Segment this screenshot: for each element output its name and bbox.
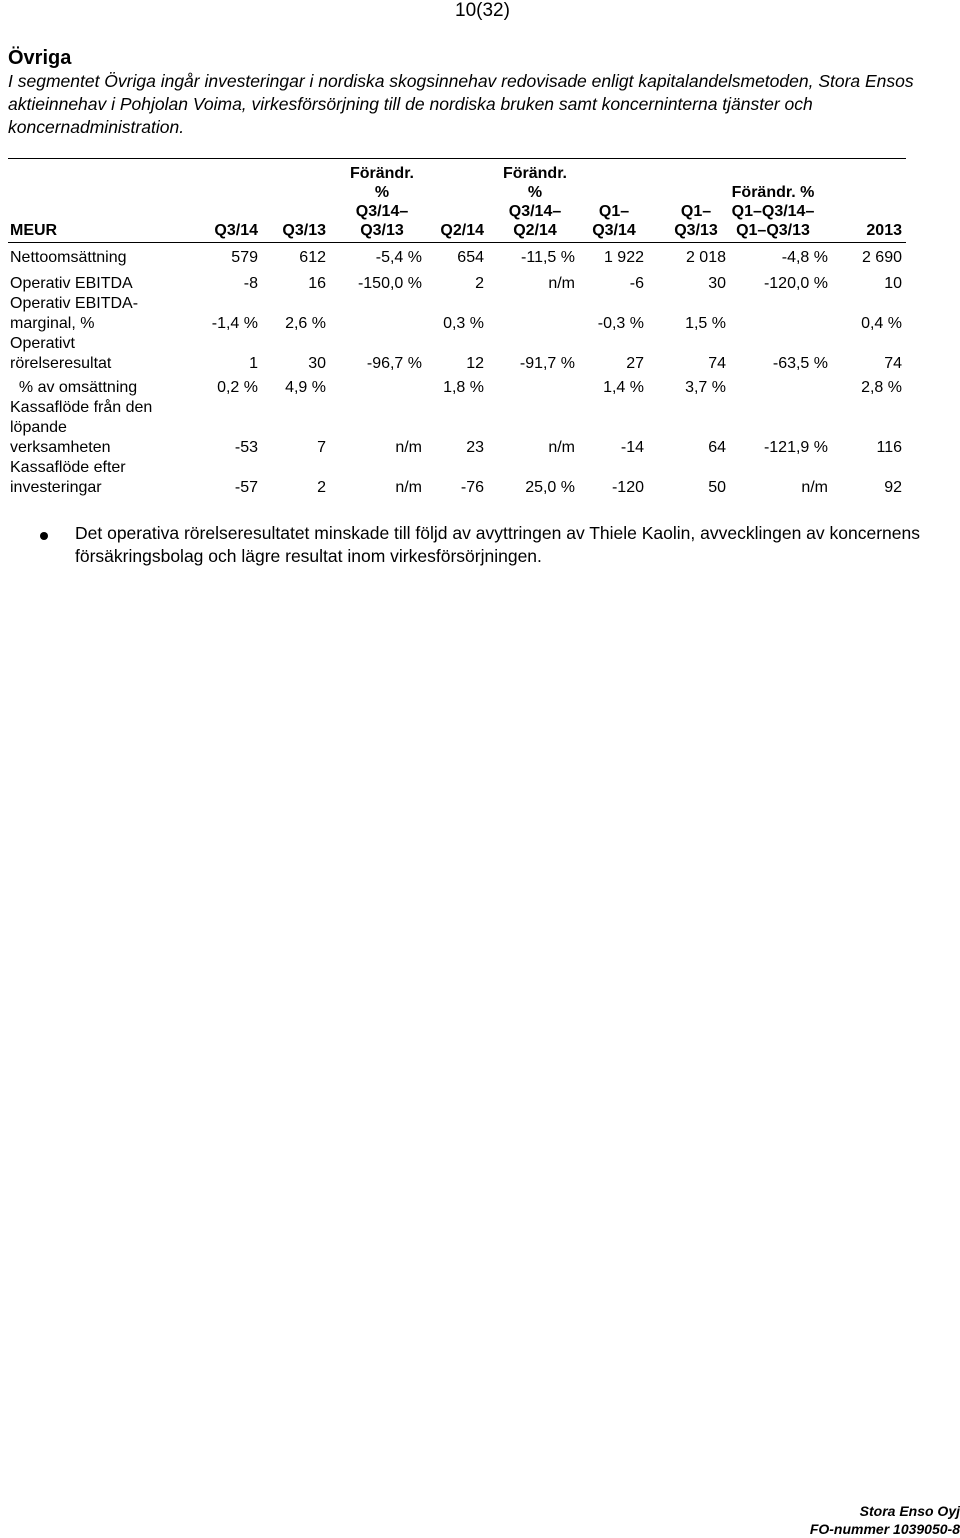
cell-q1-q3-13: 50 [708,479,726,496]
cell-change-q2: -91,7 % [519,355,575,372]
cell-q1-q3-13: 3,7 % [685,379,726,396]
row-label: Kassaflöde efter investeringar [10,459,126,496]
cell-change-ytd: -120,0 % [763,275,828,292]
column-header-change-ytd: Förändr. % Q1–Q3/14– Q1–Q3/13 [731,184,815,239]
cell-2013: 116 [876,439,902,456]
cell-q2-14: 1,8 % [443,379,484,396]
cell-q3-14: 0,2 % [217,379,258,396]
cell-q1-q3-14: 27 [626,355,644,372]
cell-q3-13: 2,6 % [285,315,326,332]
cell-q1-q3-14: -6 [629,275,644,292]
column-header-change-q2: Förändr. % Q3/14– Q2/14 [502,165,567,239]
row-label: Operativ EBITDA- marginal, % [10,295,139,332]
table-row [8,334,906,374]
cell-change-q2: -11,5 % [521,249,575,266]
column-header-change-q3: Förändr. % Q3/14– Q3/13 [349,165,414,239]
cell-2013: 10 [884,275,902,292]
cell-q3-14: -8 [243,275,258,292]
cell-change-q3: -150,0 % [357,275,422,292]
column-header-q3-14: Q3/14 [214,222,258,239]
cell-q1-q3-14: -14 [620,439,644,456]
cell-2013: 2,8 % [861,379,902,396]
cell-2013: 0,4 % [861,315,902,332]
row-label: Nettoomsättning [10,249,127,266]
column-header-q1-q3-14: Q1– Q3/14 [592,203,636,239]
cell-q1-q3-14: -0,3 % [597,315,644,332]
cell-change-ytd: -121,9 % [763,439,828,456]
cell-change-q3: -5,4 % [375,249,422,266]
cell-q2-14: 2 [475,275,484,292]
column-header-q3-13: Q3/13 [282,222,326,239]
cell-q1-q3-14: -120 [611,479,644,496]
cell-change-ytd: -63,5 % [772,355,828,372]
cell-change-q3: -96,7 % [366,355,422,372]
cell-q2-14: 23 [466,439,484,456]
cell-change-q3: n/m [395,439,422,456]
footer-company: Stora Enso Oyj [859,1503,960,1519]
intro-paragraph: I segmentet Övriga ingår investeringar i nordiska skogsinnehav redovisade enligt kapitalandelsmetoden, Stora Ensos aktieinnehav i Pohjolan Voima, virkesförsörjning till de nordiska bruken samt koncerninterna tjänster och koncernadministration. [8,71,914,137]
cell-q3-14: -53 [234,439,258,456]
row-label: Operativ EBITDA [10,275,133,292]
bullet-text: Det operativa rörelseresultatet minskade till följd av avyttringen av Thiele Kaolin, avvecklingen av koncernens försäkringsbolag och lägre resultat inom virkesförsörjningen. [75,523,920,566]
cell-q3-13: 16 [308,275,326,292]
cell-q3-14: 1 [249,355,258,372]
column-header-q2-14: Q2/14 [440,222,484,239]
cell-change-q2: 25,0 % [525,479,575,496]
cell-q3-13: 612 [299,249,326,266]
cell-2013: 74 [884,355,902,372]
table-row [8,376,906,398]
column-header-2013: 2013 [866,222,902,239]
cell-q3-13: 7 [317,439,326,456]
cell-change-q2: n/m [548,439,575,456]
cell-q3-13: 4,9 % [285,379,326,396]
cell-change-q3: n/m [395,479,422,496]
cell-q3-13: 30 [308,355,326,372]
table-header-rule [8,242,906,243]
table-row [8,398,906,458]
cell-2013: 92 [884,479,902,496]
cell-q1-q3-13: 64 [708,439,726,456]
cell-change-ytd: n/m [801,479,828,496]
cell-q1-q3-13: 1,5 % [685,315,726,332]
cell-q1-q3-13: 74 [708,355,726,372]
cell-q1-q3-13: 30 [708,275,726,292]
table-row [8,458,906,498]
cell-change-q2: n/m [548,275,575,292]
cell-q2-14: 12 [466,355,484,372]
footer-fo-number: FO-nummer 1039050-8 [809,1521,960,1537]
column-header-meur: MEUR [10,222,58,239]
bullet-icon [40,532,48,540]
cell-q1-q3-14: 1 922 [603,249,644,266]
row-label: Kassaflöde från den löpande verksamheten [10,399,153,456]
cell-q3-13: 2 [317,479,326,496]
cell-2013: 2 690 [861,249,902,266]
table-row [8,246,906,268]
column-header-q1-q3-13: Q1– Q3/13 [674,203,718,239]
cell-q3-14: -1,4 % [211,315,258,332]
cell-q2-14: -76 [460,479,484,496]
footer [810,1502,960,1538]
cell-q1-q3-13: 2 018 [685,249,726,266]
cell-q3-14: -57 [234,479,258,496]
section-title: Övriga [8,47,72,69]
table-row [8,294,906,334]
cell-q2-14: 0,3 % [443,315,484,332]
table-header-row [8,158,906,246]
cell-q3-14: 579 [231,249,258,266]
cell-change-ytd: -4,8 % [781,249,828,266]
cell-q1-q3-14: 1,4 % [603,379,644,396]
row-label: Operativt rörelseresultat [10,335,112,372]
page-number: 10(32) [455,0,510,21]
table-row [8,272,906,294]
cell-q2-14: 654 [457,249,484,266]
row-label: % av omsättning [10,379,138,396]
